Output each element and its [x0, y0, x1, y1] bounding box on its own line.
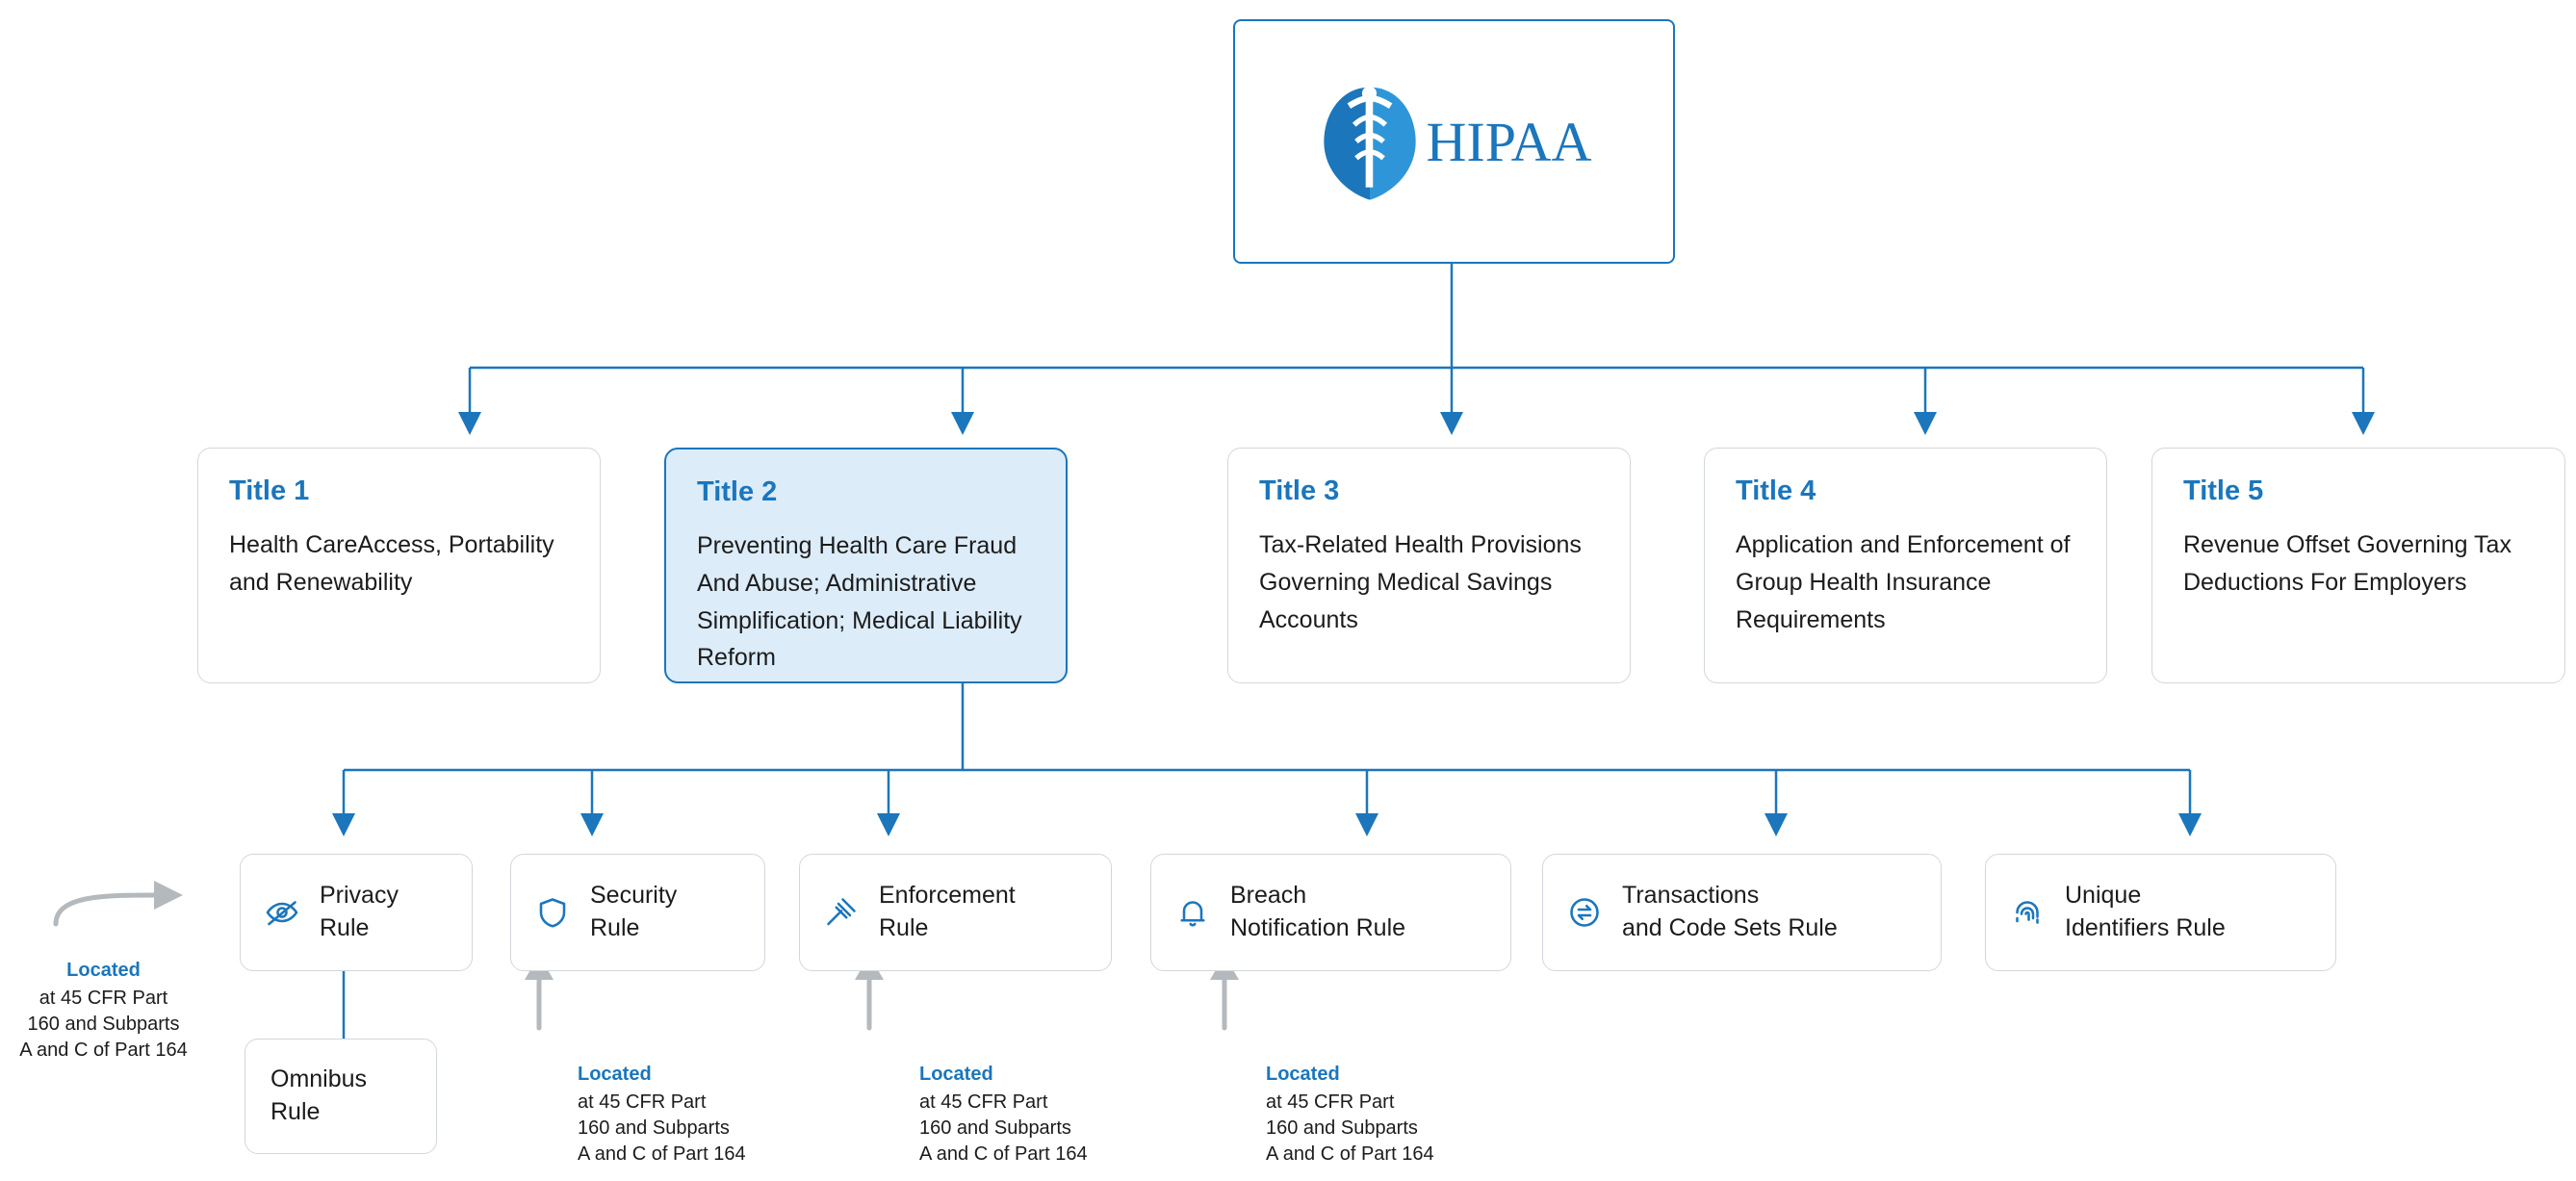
title-4-heading: Title 4 — [1736, 475, 1816, 506]
title-3-heading: Title 3 — [1259, 475, 1340, 506]
located-note-heading: Located — [919, 1064, 993, 1085]
title-5-heading: Title 5 — [2183, 475, 2264, 506]
hipaa-logo-text: HIPAA — [1426, 110, 1592, 173]
title-2-body: Preventing Health Care Fraud And Abuse; Administrative Simplification; Medical Liability Reform — [697, 532, 1022, 672]
title-3-body: Tax-Related Health Provisions Governing Medical Savings Accounts — [1259, 531, 1582, 633]
located-note-enforcement — [919, 1062, 1141, 1168]
rule-card-unique-identifiers[interactable] — [1985, 854, 2336, 971]
title-5-body: Revenue Offset Governing Tax Deductions For Employers — [2183, 531, 2512, 596]
title-4-body: Application and Enforcement of Group Health Insurance Requirements — [1736, 531, 2071, 633]
located-note-body: at 45 CFR Part 160 and Subparts A and C of Part 164 — [919, 1091, 1088, 1165]
rule-label-omnibus: Omnibus Rule — [270, 1065, 368, 1125]
located-note-breach — [1266, 1062, 1487, 1168]
title-1-heading: Title 1 — [229, 475, 310, 506]
rule-label-transactions: Transactions and Code Sets Rule — [1622, 882, 1838, 941]
title-1-body: Health CareAccess, Portability and Renewability — [229, 531, 554, 596]
title-card-4[interactable] — [1704, 448, 2107, 683]
located-note-heading: Located — [578, 1064, 652, 1085]
located-note-body: at 45 CFR Part 160 and Subparts A and C of Part 164 — [578, 1091, 746, 1165]
caduceus-logo-icon — [1317, 79, 1423, 204]
rule-label-privacy: Privacy Rule — [320, 882, 399, 941]
rule-card-privacy[interactable] — [240, 854, 473, 971]
title-card-5[interactable] — [2151, 448, 2565, 683]
title-2-heading: Title 2 — [697, 476, 778, 507]
title-card-1[interactable] — [197, 448, 601, 683]
located-note-body: at 45 CFR Part 160 and Subparts A and C of Part 164 — [1266, 1091, 1434, 1165]
rule-label-breach-notification: Breach Notification Rule — [1230, 882, 1406, 941]
located-note-privacy — [0, 958, 207, 1064]
title-card-2[interactable] — [664, 448, 1068, 683]
hipaa-root-card[interactable] — [1233, 19, 1675, 264]
rule-label-security: Security Rule — [590, 882, 678, 941]
located-note-security — [578, 1062, 799, 1168]
rule-card-omnibus[interactable] — [245, 1039, 437, 1154]
rule-card-transactions[interactable] — [1542, 854, 1942, 971]
rule-label-enforcement: Enforcement Rule — [879, 882, 1016, 941]
rule-card-breach-notification[interactable] — [1150, 854, 1511, 971]
gavel-icon — [821, 892, 862, 933]
fingerprint-icon — [2007, 892, 2048, 933]
exchange-icon — [1564, 892, 1605, 933]
rule-card-security[interactable] — [510, 854, 765, 971]
rule-label-unique-identifiers: Unique Identifiers Rule — [2065, 882, 2226, 941]
located-note-heading: Located — [66, 960, 141, 981]
bell-icon — [1172, 892, 1213, 933]
rule-card-enforcement[interactable] — [799, 854, 1112, 971]
eye-off-icon — [262, 892, 302, 933]
located-note-heading: Located — [1266, 1064, 1340, 1085]
shield-icon — [532, 892, 573, 933]
title-card-3[interactable] — [1227, 448, 1631, 683]
located-note-body: at 45 CFR Part 160 and Subparts A and C of Part 164 — [19, 988, 188, 1061]
